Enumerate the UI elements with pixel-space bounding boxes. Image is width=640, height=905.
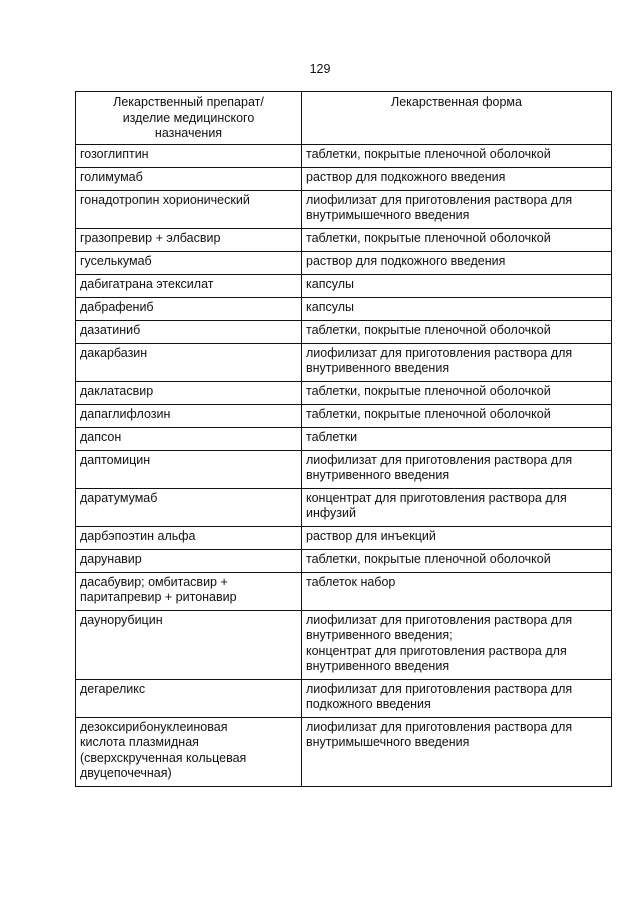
header-drug-name-line: Лекарственный препарат/	[113, 95, 264, 109]
dosage-form-line: таблетки, покрытые пленочной оболочкой	[306, 146, 551, 161]
dosage-form-cell	[302, 404, 612, 427]
drug-name-cell	[76, 427, 302, 450]
dosage-form-line: концентрат для приготовления раствора для	[306, 490, 567, 505]
dosage-form-cell	[302, 190, 612, 228]
dosage-form-line: лиофилизат для приготовления раствора для	[306, 612, 573, 627]
drug-name-cell	[76, 549, 302, 572]
dosage-form-line: капсулы	[306, 276, 354, 291]
dosage-form-line: лиофилизат для приготовления раствора для	[306, 345, 573, 360]
page-number: 129	[309, 62, 331, 76]
drug-name-line: даунорубицин	[80, 612, 163, 627]
table-header-row	[76, 92, 612, 145]
drug-name-line: дезоксирибонуклеиновая	[80, 719, 228, 734]
table-row	[76, 610, 612, 679]
drug-name-line: дапаглифлозин	[80, 406, 171, 421]
drug-name-line: дакарбазин	[80, 345, 148, 360]
dosage-form-line: лиофилизат для приготовления раствора для	[306, 192, 573, 207]
drug-name-cell	[76, 343, 302, 381]
drug-name-line: паритапревир + ритонавир	[80, 590, 237, 604]
drug-name-cell	[76, 190, 302, 228]
table-row	[76, 320, 612, 343]
dosage-form-cell	[302, 320, 612, 343]
dosage-form-line: внутривенного введения	[306, 659, 450, 673]
header-drug-name-line: назначения	[154, 126, 223, 140]
table-row	[76, 144, 612, 167]
table-row	[76, 228, 612, 251]
table-row	[76, 549, 612, 572]
dosage-form-line: внутривенного введения;	[306, 628, 453, 642]
dosage-form-line: таблетки, покрытые пленочной оболочкой	[306, 406, 551, 421]
table-row	[76, 274, 612, 297]
drug-name-cell	[76, 228, 302, 251]
dosage-form-line: таблеток набор	[306, 574, 396, 589]
header-drug-name	[76, 92, 302, 145]
dosage-form-cell	[302, 572, 612, 610]
dosage-form-line: инфузий	[306, 506, 356, 520]
drug-name-cell	[76, 572, 302, 610]
dosage-form-cell	[302, 610, 612, 679]
dosage-form-cell	[302, 228, 612, 251]
dosage-form-line: таблетки, покрытые пленочной оболочкой	[306, 230, 551, 245]
drug-name-cell	[76, 144, 302, 167]
dosage-form-line: таблетки, покрытые пленочной оболочкой	[306, 383, 551, 398]
table-row	[76, 404, 612, 427]
dosage-form-cell	[302, 251, 612, 274]
drug-name-cell	[76, 251, 302, 274]
drug-name-cell	[76, 526, 302, 549]
table-row	[76, 427, 612, 450]
drug-name-cell	[76, 274, 302, 297]
drug-name-cell	[76, 679, 302, 717]
table-row	[76, 251, 612, 274]
dosage-form-line: лиофилизат для приготовления раствора для	[306, 681, 573, 696]
table-row	[76, 167, 612, 190]
drug-name-line: гонадотропин хорионический	[80, 192, 250, 207]
drug-name-line: даратумумаб	[80, 490, 158, 505]
table-row	[76, 679, 612, 717]
dosage-form-cell	[302, 381, 612, 404]
dosage-form-cell	[302, 549, 612, 572]
drug-name-line: дарунавир	[80, 551, 142, 566]
drug-name-line: гозоглиптин	[80, 146, 149, 161]
dosage-form-line: таблетки	[306, 429, 358, 444]
dosage-form-line: внутривенного введения	[306, 468, 450, 482]
dosage-form-line: лиофилизат для приготовления раствора для	[306, 452, 573, 467]
dosage-form-line: раствор для инъекций	[306, 528, 436, 543]
dosage-form-line: раствор для подкожного введения	[306, 169, 506, 184]
dosage-form-line: таблетки, покрытые пленочной оболочкой	[306, 551, 551, 566]
table-row	[76, 717, 612, 786]
dosage-form-cell	[302, 679, 612, 717]
dosage-form-cell	[302, 144, 612, 167]
drug-name-line: дабигатрана этексилат	[80, 276, 214, 291]
drug-name-cell	[76, 297, 302, 320]
drug-name-cell	[76, 320, 302, 343]
drug-name-line: дарбэпоэтин альфа	[80, 528, 196, 543]
dosage-form-line: раствор для подкожного введения	[306, 253, 506, 268]
dosage-form-cell	[302, 297, 612, 320]
dosage-form-cell	[302, 488, 612, 526]
dosage-form-line: подкожного введения	[306, 697, 431, 711]
drug-name-cell	[76, 488, 302, 526]
header-drug-name-line: изделие медицинского	[122, 110, 255, 125]
dosage-form-line: внутривенного введения	[306, 361, 450, 375]
table-row	[76, 381, 612, 404]
drug-name-line: даклатасвир	[80, 383, 154, 398]
dosage-form-cell	[302, 526, 612, 549]
drug-name-line: кислота плазмидная	[80, 735, 199, 749]
drug-name-cell	[76, 404, 302, 427]
drug-table	[75, 91, 612, 787]
table-row	[76, 526, 612, 549]
table-row	[76, 488, 612, 526]
table-row	[76, 190, 612, 228]
drug-name-line: двуцепочечная)	[80, 766, 172, 780]
table-row	[76, 572, 612, 610]
drug-name-cell	[76, 717, 302, 786]
drug-name-line: гразопревир + элбасвир	[80, 230, 221, 245]
table-row	[76, 450, 612, 488]
dosage-form-cell	[302, 717, 612, 786]
dosage-form-line: внутримышечного введения	[306, 208, 470, 222]
drug-name-line: голимумаб	[80, 169, 143, 184]
header-dosage-form: Лекарственная форма	[302, 92, 612, 145]
drug-name-cell	[76, 450, 302, 488]
drug-name-line: дапсон	[80, 429, 122, 444]
dosage-form-line: таблетки, покрытые пленочной оболочкой	[306, 322, 551, 337]
dosage-form-line: внутримышечного введения	[306, 735, 470, 749]
dosage-form-line: концентрат для приготовления раствора для	[306, 643, 567, 658]
drug-name-cell	[76, 167, 302, 190]
dosage-form-cell	[302, 274, 612, 297]
drug-name-line: гуселькумаб	[80, 253, 152, 268]
table-row	[76, 297, 612, 320]
table-body	[76, 144, 612, 786]
dosage-form-line: капсулы	[306, 299, 354, 314]
drug-name-line: дазатиниб	[80, 322, 141, 337]
dosage-form-line: лиофилизат для приготовления раствора для	[306, 719, 573, 734]
drug-name-cell	[76, 610, 302, 679]
drug-name-line: дабрафениб	[80, 299, 154, 314]
drug-name-line: дасабувир; омбитасвир +	[80, 574, 228, 589]
drug-name-line: дегареликс	[80, 681, 146, 696]
dosage-form-cell	[302, 427, 612, 450]
dosage-form-cell	[302, 450, 612, 488]
drug-name-line: (сверхскрученная кольцевая	[80, 750, 247, 765]
drug-name-line: даптомицин	[80, 452, 151, 467]
drug-name-cell	[76, 381, 302, 404]
table-row	[76, 343, 612, 381]
dosage-form-cell	[302, 343, 612, 381]
dosage-form-cell	[302, 167, 612, 190]
